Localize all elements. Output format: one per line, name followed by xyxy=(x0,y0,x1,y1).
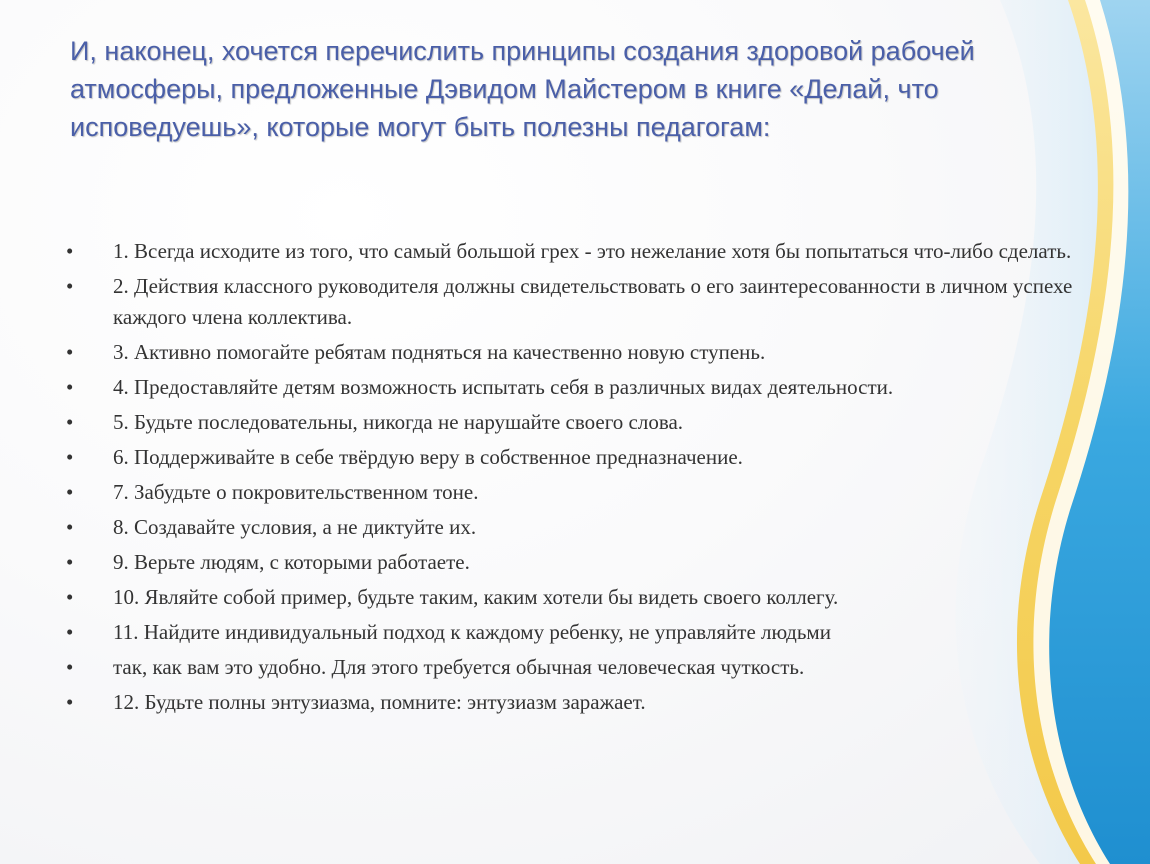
list-item xyxy=(66,547,1076,578)
list-item-text: 12. Будьте полны энтузиазма, помните: энтузиазм заражает. xyxy=(113,690,646,714)
bullet-icon: • xyxy=(66,585,74,609)
list-item xyxy=(66,407,1076,438)
bullet-icon: • xyxy=(66,655,74,679)
bullet-icon: • xyxy=(66,340,74,364)
principles-list xyxy=(66,236,1076,722)
bullet-icon: • xyxy=(66,550,74,574)
list-item-text: так, как вам это удобно. Для этого требуется обычная человеческая чуткость. xyxy=(113,655,805,679)
slide-title: И, наконец, хочется перечислить принципы создания здоровой рабочей атмосферы, предложенные Дэвидом Майстером в книге «Делай, что исповедуешь», которые могут быть полезны педагогам: xyxy=(70,36,975,142)
bullet-icon: • xyxy=(66,239,74,263)
list-item-text: 9. Верьте людям, с которыми работаете. xyxy=(113,550,470,574)
list-item xyxy=(66,442,1076,473)
list-item-text: 4. Предоставляйте детям возможность испытать себя в различных видах деятельности. xyxy=(113,375,894,399)
bullet-icon: • xyxy=(66,690,74,714)
list-item xyxy=(66,271,1076,333)
bullet-icon: • xyxy=(66,375,74,399)
list-item xyxy=(66,512,1076,543)
list-item-text: 7. Забудьте о покровительственном тоне. xyxy=(113,480,479,504)
list-item-text: 11. Найдите индивидуальный подход к каждому ребенку, не управляйте людьми xyxy=(113,620,831,644)
list-item xyxy=(66,652,1076,683)
list-item xyxy=(66,236,1076,267)
list-item-text: 6. Поддерживайте в себе твёрдую веру в собственное предназначение. xyxy=(113,445,743,469)
bullet-icon: • xyxy=(66,445,74,469)
list-item xyxy=(66,617,1076,648)
bullet-icon: • xyxy=(66,620,74,644)
bullet-icon: • xyxy=(66,274,74,298)
list-item-text: 1. Всегда исходите из того, что самый большой грех - это нежелание хотя бы попытаться что-либо сделать. xyxy=(113,239,1072,263)
list-item xyxy=(66,687,1076,718)
bullet-icon: • xyxy=(66,410,74,434)
list-item-text: 8. Создавайте условия, а не диктуйте их. xyxy=(113,515,477,539)
list-item-text: 5. Будьте последовательны, никогда не нарушайте своего слова. xyxy=(113,410,684,434)
bullet-icon: • xyxy=(66,480,74,504)
list-item xyxy=(66,372,1076,403)
bullet-icon: • xyxy=(66,515,74,539)
list-item xyxy=(66,477,1076,508)
list-item-text: 10. Являйте собой пример, будьте таким, каким хотели бы видеть своего коллегу. xyxy=(113,585,839,609)
list-item xyxy=(66,582,1076,613)
list-item-text: 3. Активно помогайте ребятам подняться на качественно новую ступень. xyxy=(113,340,766,364)
list-item xyxy=(66,337,1076,368)
list-item-text: 2. Действия классного руководителя должны свидетельствовать о его заинтересованности в личном успехе каждого члена коллектива. xyxy=(113,274,1073,329)
